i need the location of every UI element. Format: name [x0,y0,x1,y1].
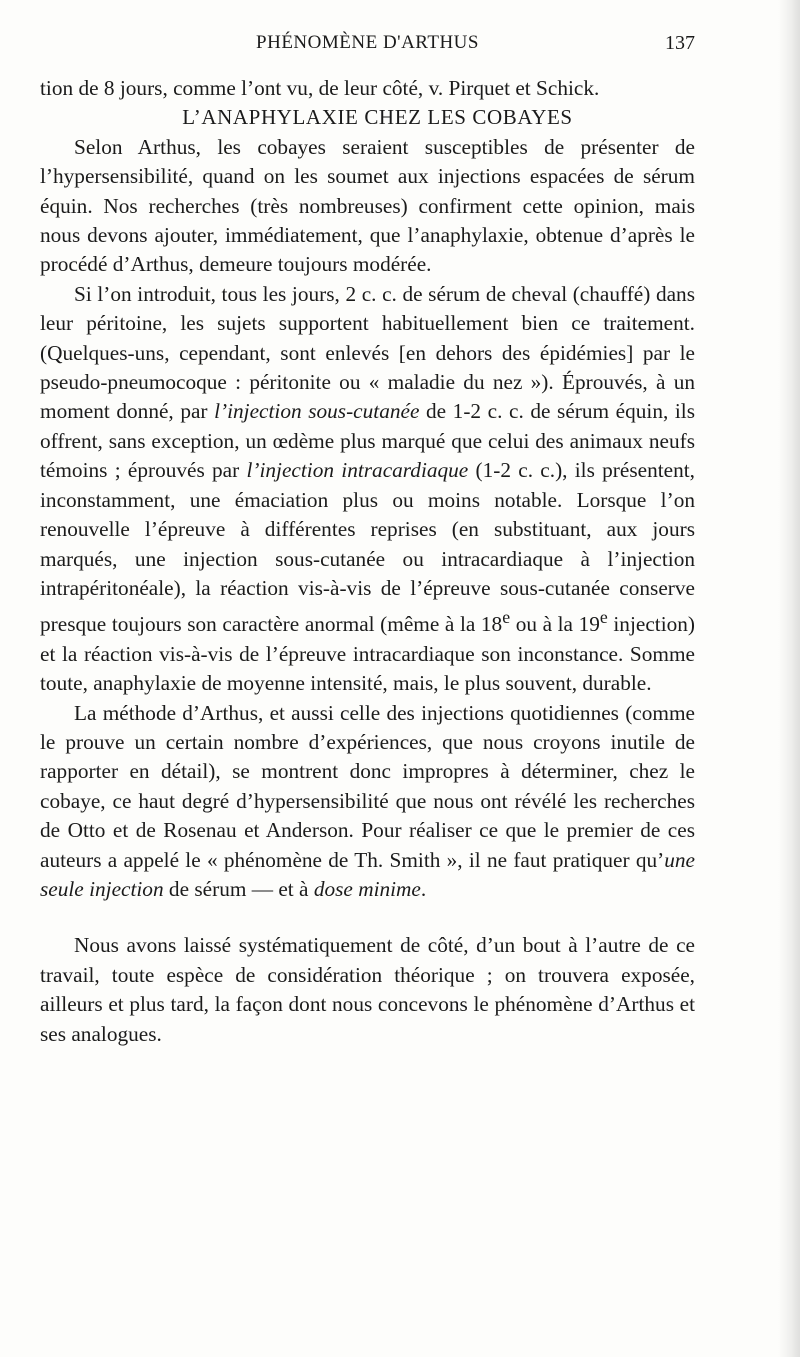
superscript: e [502,607,511,628]
text-run: injection) et la réaction vis-à-vis de l’épreuve intracardiaque son inconstance. Somme toute, anaphylaxie de moyenne intensité, mais, le plus souvent, durable. [40,612,696,696]
text-run: de sérum — et à [163,877,314,902]
section-heading: L’ANAPHYLAXIE CHEZ LES COBAYES [182,105,573,130]
paragraph-closing: Nous avons laissé systématiquement de côté, d’un bout à l’autre de ce travail, toute espèce de considération théorique ; on trouvera exposée, ailleurs et plus tard, la façon dont nous concevons le phénomène d’Arthus et ses analogues. [40,933,695,1046]
text-run: . [420,877,427,902]
page-header [40,30,695,60]
scan-edge-shadow [778,0,800,1357]
paragraph-gap [40,904,695,931]
text-run: La méthode d’Arthus, et aussi celle des injections quotidiennes (comme le prouve un certain nombre d’expériences, que nous croyons inutile de rapporter en détail), se montrent donc impropres à déterminer, chez le cobaye, ce haut degré d’hypersensibilité que nous ont révélé les recherches de Otto et de Rosenau et Anderson. Pour réaliser ce que le premier de ces auteurs a appelé le « phénomène de Th. Smith », il ne faut pratiquer qu’ [40,700,695,872]
paragraph-method [40,699,695,905]
italic-run: une seule injection [40,847,695,902]
italic-run: l’injection sous-cutanée [214,399,420,424]
body-text [40,74,695,1049]
page-number: 137 [665,32,695,54]
text-run: de 1-2 c. c. de sérum équin, ils offrent, sans exception, un œdème plus marqué que celui des animaux neufs témoins ; éprouvés par [40,399,695,483]
paragraph-arthus-opinion: Selon Arthus, les cobayes seraient susceptibles de présenter de l’hypersensibilité, quand on les soumet aux injections espacées de sérum équin. Nos recherches (très nombreuses) confirment cette opinion, mais nous devons ajouter, immédiatement, que l’anaphylaxie, obtenue d’après le procédé d’Arthus, demeure toujours modérée. [40,134,695,277]
text-run: ou à la 19 [510,612,600,637]
text-run: (1-2 c. c.), ils présentent, inconstamment, une émaciation plus ou moins notable. Lorsque l’on renouvelle l’épreuve à différentes reprises (en substituant, aux jours marqués, une injection sous-cutanée ou intracardiaque à l’injection intrapéritonéale), la réaction vis-à-vis de l’épreuve sous-cutanée conserve presque toujours son caractère anormal (même à la 18 [40,458,695,637]
paragraph-continued: tion de 8 jours, comme l’ont vu, de leur côté, v. Pirquet et Schick. [40,76,600,100]
italic-run: dose minime [313,877,421,902]
paragraph-daily-injections [40,280,695,699]
italic-run: l’injection intracardiaque [246,458,469,483]
text-run: Si l’on introduit, tous les jours, 2 c. c. de sérum de cheval (chauffé) dans leur péritoine, les sujets supportent habituellement bien ce traitement. (Quelques-uns, cependant, sont enlevés [en dehors des épidémies] par le pseudo-pneumocoque : péritonite ou « maladie du nez »). Éprouvés, à un moment donné, par [40,281,695,424]
superscript: e [599,607,608,628]
running-title: PHÉNOMÈNE D'ARTHUS [256,32,479,53]
